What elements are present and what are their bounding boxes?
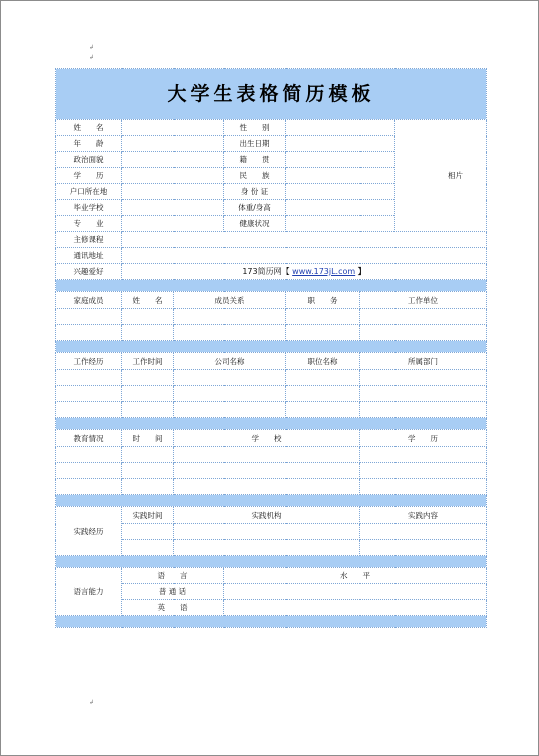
value-education[interactable]	[122, 168, 224, 184]
practice-header-content: 实践内容	[360, 507, 487, 524]
label-courses: 主修课程	[56, 232, 122, 248]
label-politics: 政治面貌	[56, 152, 122, 168]
label-major: 专 业	[56, 216, 122, 232]
value-hukou[interactable]	[122, 184, 224, 200]
family-cell[interactable]	[56, 309, 122, 325]
value-hobbies[interactable]	[122, 264, 487, 280]
paragraph-mark: ↲	[89, 699, 95, 706]
label-native: 籍 贯	[224, 152, 286, 168]
label-age: 年 龄	[56, 136, 122, 152]
language-header-level: 水 平	[224, 568, 487, 584]
practice-cell[interactable]	[174, 524, 360, 540]
edu-cell[interactable]	[174, 479, 360, 495]
work-cell[interactable]	[56, 370, 122, 386]
practice-label: 实践经历	[56, 507, 122, 556]
family-header-position: 职 务	[286, 292, 360, 309]
practice-cell[interactable]	[360, 524, 487, 540]
family-cell[interactable]	[122, 325, 174, 341]
label-hobbies: 兴趣爱好	[56, 264, 122, 280]
edu-header-education: 教育情况	[56, 430, 122, 447]
language-label: 语言能力	[56, 568, 122, 616]
family-cell[interactable]	[360, 325, 487, 341]
value-major[interactable]	[122, 216, 224, 232]
resume-table	[55, 68, 487, 628]
label-ethnicity: 民 族	[224, 168, 286, 184]
work-cell[interactable]	[360, 386, 487, 402]
value-age[interactable]	[122, 136, 224, 152]
edu-cell[interactable]	[174, 463, 360, 479]
work-header-experience: 工作经历	[56, 353, 122, 370]
language-row-mandarin: 普 通 话	[122, 584, 224, 600]
work-cell[interactable]	[286, 402, 360, 418]
work-header-title: 职位名称	[286, 353, 360, 370]
edu-cell[interactable]	[360, 479, 487, 495]
value-birthdate[interactable]	[286, 136, 395, 152]
label-hukou: 户口所在地	[56, 184, 122, 200]
value-school[interactable]	[122, 200, 224, 216]
practice-header-organization: 实践机构	[174, 507, 360, 524]
label-school: 毕业学校	[56, 200, 122, 216]
work-cell[interactable]	[286, 370, 360, 386]
label-education: 学 历	[56, 168, 122, 184]
edu-cell[interactable]	[174, 447, 360, 463]
edu-cell[interactable]	[360, 463, 487, 479]
work-header-department: 所属部门	[360, 353, 487, 370]
work-cell[interactable]	[360, 370, 487, 386]
label-idcard: 身 份 证	[224, 184, 286, 200]
value-politics[interactable]	[122, 152, 224, 168]
work-cell[interactable]	[360, 402, 487, 418]
work-cell[interactable]	[174, 402, 286, 418]
practice-cell[interactable]	[360, 540, 487, 556]
edu-cell[interactable]	[122, 447, 174, 463]
section-separator	[56, 418, 487, 430]
work-cell[interactable]	[56, 386, 122, 402]
label-address: 通讯地址	[56, 248, 122, 264]
photo-cell[interactable]: 相片	[395, 120, 487, 232]
label-health: 健康状况	[224, 216, 286, 232]
edu-header-school: 学 校	[174, 430, 360, 447]
paragraph-mark: ↲	[89, 54, 95, 61]
resume-title: 大学生表格简历模板	[56, 69, 487, 120]
practice-cell[interactable]	[122, 524, 174, 540]
work-cell[interactable]	[286, 386, 360, 402]
value-courses[interactable]	[122, 232, 487, 248]
family-cell[interactable]	[174, 309, 286, 325]
value-gender[interactable]	[286, 120, 395, 136]
edu-cell[interactable]	[122, 463, 174, 479]
edu-cell[interactable]	[56, 463, 122, 479]
edu-header-degree: 学 历	[360, 430, 487, 447]
family-header-relation: 成员关系	[174, 292, 286, 309]
label-birthdate: 出生日期	[224, 136, 286, 152]
section-separator	[56, 495, 487, 507]
language-header-language: 语 言	[122, 568, 224, 584]
family-header-employer: 工作单位	[360, 292, 487, 309]
language-row-english: 英 语	[122, 600, 224, 616]
label-name: 姓 名	[56, 120, 122, 136]
edu-cell[interactable]	[56, 447, 122, 463]
work-cell[interactable]	[174, 370, 286, 386]
section-separator	[56, 280, 487, 292]
family-cell[interactable]	[286, 325, 360, 341]
practice-cell[interactable]	[122, 540, 174, 556]
family-header-name: 姓 名	[122, 292, 174, 309]
family-cell[interactable]	[174, 325, 286, 341]
work-cell[interactable]	[122, 402, 174, 418]
value-name[interactable]	[122, 120, 224, 136]
edu-cell[interactable]	[360, 447, 487, 463]
label-height-weight: 体重/身高	[224, 200, 286, 216]
family-cell[interactable]	[56, 325, 122, 341]
edu-cell[interactable]	[56, 479, 122, 495]
section-separator	[56, 341, 487, 353]
work-header-time: 工作时间	[122, 353, 174, 370]
work-cell[interactable]	[56, 402, 122, 418]
edu-cell[interactable]	[122, 479, 174, 495]
work-cell[interactable]	[122, 370, 174, 386]
family-cell[interactable]	[360, 309, 487, 325]
hobby-link[interactable]: www.173jL.com	[292, 267, 356, 276]
practice-cell[interactable]	[174, 540, 360, 556]
value-height-weight[interactable]	[286, 200, 395, 216]
language-level-cell[interactable]	[224, 600, 487, 616]
paragraph-mark: ↲	[89, 44, 95, 51]
family-cell[interactable]	[122, 309, 174, 325]
value-ethnicity[interactable]	[286, 168, 395, 184]
value-address[interactable]	[122, 248, 487, 264]
work-header-company: 公司名称	[174, 353, 286, 370]
hobby-text-prefix: 173简历网【	[242, 267, 290, 276]
section-separator	[56, 556, 487, 568]
value-idcard[interactable]	[286, 184, 395, 200]
language-level-cell[interactable]	[224, 584, 487, 600]
family-cell[interactable]	[286, 309, 360, 325]
value-native[interactable]	[286, 152, 395, 168]
work-cell[interactable]	[122, 386, 174, 402]
hobby-text-suffix: 】	[357, 267, 366, 276]
work-cell[interactable]	[174, 386, 286, 402]
edu-header-time: 时 间	[122, 430, 174, 447]
value-health[interactable]	[286, 216, 395, 232]
practice-header-time: 实践时间	[122, 507, 174, 524]
section-separator	[56, 616, 487, 628]
family-header-members: 家庭成员	[56, 292, 122, 309]
label-gender: 性 别	[224, 120, 286, 136]
